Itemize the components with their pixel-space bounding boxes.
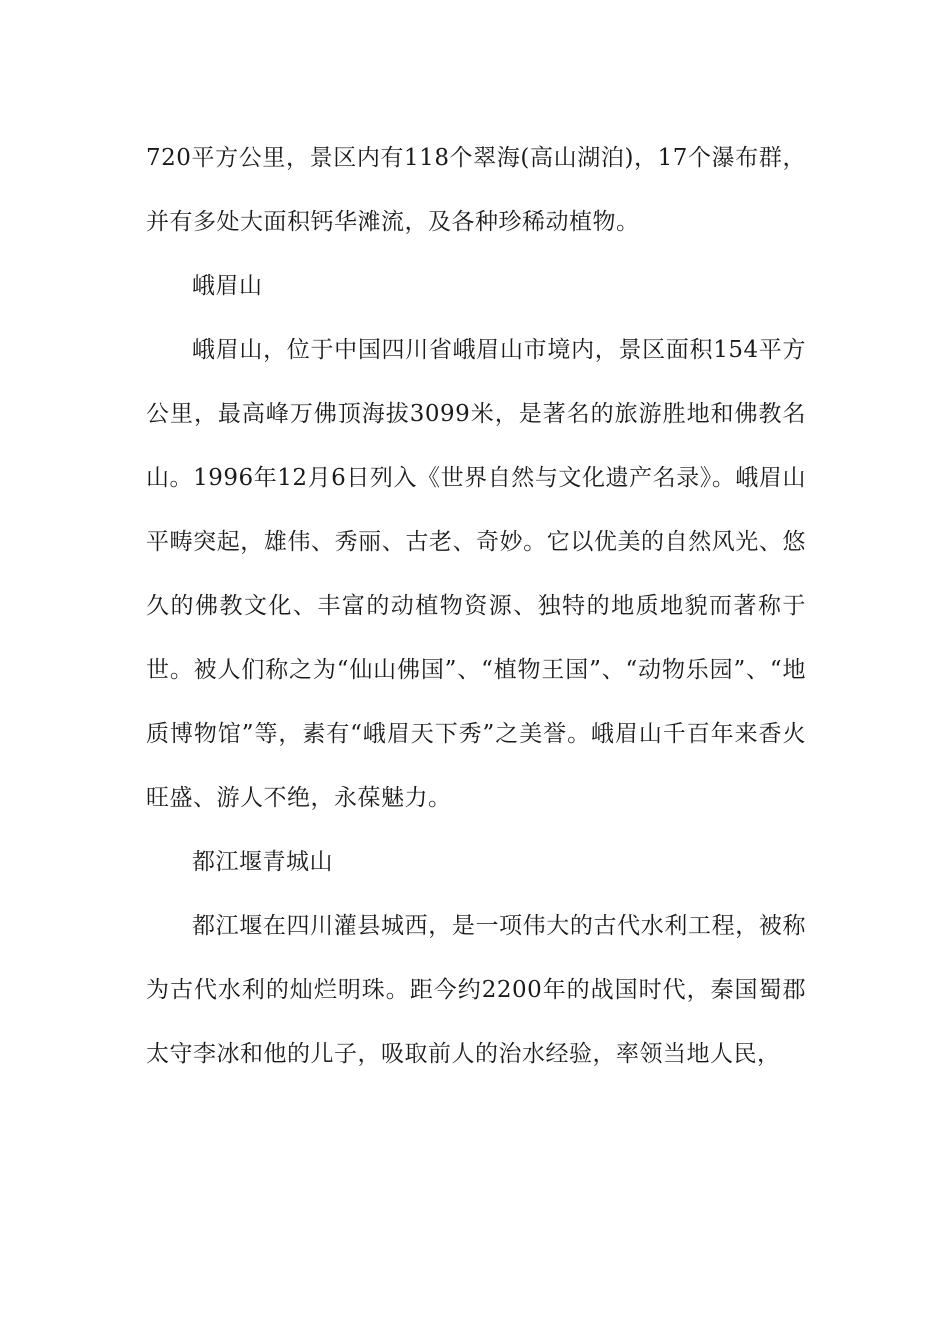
document-body [146, 126, 806, 1086]
paragraph-jiuzhaigou-continuation: 720平方公里，景区内有118个翠海(高山湖泊)，17个瀑布群，并有多处大面积钙华滩流，及各种珍稀动植物。 [146, 145, 806, 235]
paragraph-emeishan: 峨眉山，位于中国四川省峨眉山市境内，景区面积154平方公里，最高峰万佛顶海拔3099米，是著名的旅游胜地和佛教名山。1996年12月6日列入《世界自然与文化遗产名录》。峨眉山平畴突起，雄伟、秀丽、古老、奇妙。它以优美的自然风光、悠久的佛教文化、丰富的动植物资源、独特的地质地貌而著称于世。被人们称之为“仙山佛国”、“植物王国”、“动物乐园”、“地质博物馆”等，素有“峨眉天下秀”之美誉。峨眉山千百年来香火旺盛、游人不绝，永葆魅力。 [146, 337, 806, 811]
section-heading-dujiangyan-qingchengshan: 都江堰青城山 [192, 849, 333, 875]
section-heading-emeishan: 峨眉山 [192, 273, 263, 299]
paragraph-dujiangyan: 都江堰在四川灌县城西，是一项伟大的古代水利工程，被称为古代水利的灿烂明珠。距今约2200年的战国时代，秦国蜀郡太守李冰和他的儿子，吸取前人的治水经验，率领当地人民， [146, 913, 806, 1067]
